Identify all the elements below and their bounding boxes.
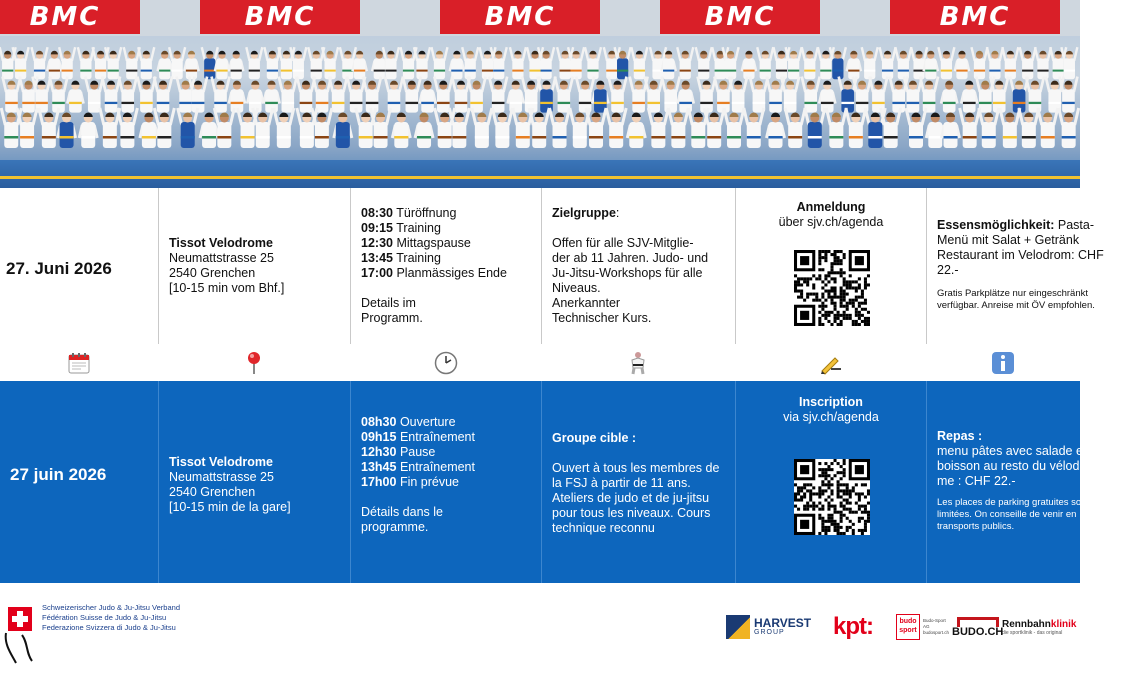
judoka-figure xyxy=(50,77,68,113)
calendar-icon xyxy=(0,344,158,381)
parking-text: limitées. On conseille de venir en xyxy=(937,509,1077,520)
venue-street: Neumattstrasse 25 xyxy=(169,251,274,265)
judoka-icon xyxy=(541,344,735,381)
target-heading: Groupe cible : xyxy=(552,431,637,445)
schedule-item: 17:00 Planmässiges Ende xyxy=(361,266,507,280)
judoka-figure xyxy=(723,47,739,79)
target-text: Ju-Jitsu-Workshops für alle xyxy=(552,266,703,280)
food-text: 22.- xyxy=(937,263,959,277)
judoka-figure xyxy=(802,47,818,79)
sponsor-budosport[interactable]: budo sport Budo-Sport AG budosport.ch xyxy=(896,611,949,643)
judoka-figure xyxy=(189,77,207,113)
map-pin-icon xyxy=(158,344,350,381)
schedule-item: 13h45 Entraînement xyxy=(361,460,475,474)
judoka-figure xyxy=(58,113,76,149)
judoka-figure xyxy=(119,77,137,113)
registration-heading: Anmeldung xyxy=(796,200,866,214)
judoka-figure xyxy=(431,47,447,79)
judoka-figure xyxy=(102,77,120,113)
schedule-item: 13:45 Training xyxy=(361,251,441,265)
target-text: Anerkannter xyxy=(552,296,621,310)
judoka-figure xyxy=(415,113,433,149)
judoka-figure xyxy=(212,77,230,113)
judoka-figure xyxy=(489,77,507,113)
judoka-figure xyxy=(906,108,926,148)
judoka-figure xyxy=(169,47,185,79)
group-photo xyxy=(0,0,1080,188)
judoka-figure xyxy=(246,47,262,79)
judoka-figure xyxy=(3,77,21,113)
judoka-figure xyxy=(100,108,120,148)
schedule-item: 08h30 Ouverture xyxy=(361,415,456,429)
judoka-figure xyxy=(274,108,294,148)
footer xyxy=(0,583,1080,675)
target-heading: Zielgruppe xyxy=(552,206,616,220)
judoka-figure xyxy=(279,77,297,113)
judoka-figure xyxy=(434,77,452,113)
target-cell-de xyxy=(541,188,735,344)
schedule-cell-fr xyxy=(350,381,541,583)
registration-cell-de xyxy=(735,188,926,344)
judoka-figure xyxy=(615,47,631,79)
judoka-figure xyxy=(154,108,174,148)
sjv-logo-icon xyxy=(2,605,38,665)
venue-name: Tissot Velodrome xyxy=(169,455,273,469)
details-text: programme. xyxy=(361,520,429,534)
judoka-figure xyxy=(47,51,61,79)
harvest-logo-icon xyxy=(726,615,750,639)
schedule xyxy=(361,206,535,326)
judoka-figure xyxy=(347,77,365,113)
target-text: Ouvert à tous les membres de xyxy=(552,461,720,475)
target-text: la FSJ à partir de 11 ans. xyxy=(552,476,691,490)
judoka-figure xyxy=(214,108,234,148)
qr-code[interactable] xyxy=(794,250,870,326)
judoka-figure xyxy=(742,51,756,79)
judoka-figure xyxy=(1061,47,1077,79)
judoka-figure xyxy=(744,108,764,148)
details-text: Details im xyxy=(361,296,416,310)
judoka-figure xyxy=(178,108,198,148)
velodrome-track xyxy=(0,160,1080,188)
judoka-figure xyxy=(576,77,594,113)
judoka-figure xyxy=(229,81,245,113)
judoka-figure xyxy=(322,47,338,79)
qr-code[interactable] xyxy=(794,459,870,535)
judoka-figure xyxy=(154,77,172,113)
federation-name: Schweizerischer Judo & Ju-Jitsu Verband Fédération Suisse de Judo & Ju-Jitsu Federazione Svizzera di Judo & Ju-Jitsu xyxy=(42,603,180,632)
judoka-figure xyxy=(698,77,716,113)
registration-link[interactable]: via sjv.ch/agenda xyxy=(783,410,879,424)
judoka-figure xyxy=(78,47,94,79)
date-cell-fr xyxy=(0,381,158,583)
judoka-figure xyxy=(627,113,645,149)
judoka-figure xyxy=(32,47,48,79)
judoka-figure xyxy=(334,113,352,149)
schedule-item: 09:15 Training xyxy=(361,221,441,235)
details-text: Détails dans le xyxy=(361,505,443,519)
target-text: pour tous les niveaux. Cours xyxy=(552,506,711,520)
judoka-figure xyxy=(941,81,957,113)
judoka-figure xyxy=(979,108,999,148)
venue-cell-de xyxy=(158,188,350,344)
judoka-figure xyxy=(383,47,399,79)
judoka-figure xyxy=(678,81,694,113)
venue-street: Neumattstrasse 25 xyxy=(169,470,274,484)
parking-text: verfügbar. Anreise mit ÖV empfohlen. xyxy=(937,300,1095,311)
target-text: der ab 11 Jahren. Judo- und xyxy=(552,251,709,265)
schedule-item: 17h00 Fin prévue xyxy=(361,475,459,489)
judoka-figure xyxy=(1026,77,1044,113)
bmc-banner: BMC xyxy=(890,0,1060,34)
bmc-banner: BMC xyxy=(440,0,600,34)
target-text: Niveaus. xyxy=(552,281,601,295)
judoka-figure xyxy=(1020,47,1036,79)
venue-cell-fr xyxy=(158,381,350,583)
registration-heading: Inscription xyxy=(799,395,863,409)
judoka-figure xyxy=(846,108,866,148)
judoka-figure xyxy=(308,47,324,79)
venue-note: [10-15 min de la gare] xyxy=(169,500,291,514)
food-text: boisson au resto du vélodro- xyxy=(937,459,1095,473)
judoka-figure xyxy=(363,77,381,113)
parking-text: Les places de parking gratuites sont xyxy=(937,497,1090,508)
judoka-figure xyxy=(1038,108,1058,148)
judoka-figure xyxy=(631,47,647,79)
judoka-figure xyxy=(403,77,421,113)
judoka-figure xyxy=(757,47,773,79)
schedule-item: 09h15 Entraînement xyxy=(361,430,475,444)
judoka-figure xyxy=(862,47,878,79)
judoka-figure xyxy=(942,113,960,149)
judoka-figure xyxy=(538,47,554,79)
judoka-figure xyxy=(138,47,154,79)
judoka-figure xyxy=(385,77,403,113)
judoka-figure xyxy=(606,108,626,148)
judoka-figure xyxy=(392,113,410,149)
judoka-figure xyxy=(668,108,688,148)
food-info xyxy=(937,429,1140,533)
judoka-crowd xyxy=(0,30,1080,170)
judoka-figure xyxy=(329,77,347,113)
judoka-figure xyxy=(452,77,470,113)
judoka-figure xyxy=(1002,47,1018,79)
judoka-figure xyxy=(724,108,744,148)
judoka-figure xyxy=(609,77,627,113)
info-row-fr xyxy=(0,381,1095,583)
judoka-figure xyxy=(767,113,785,149)
date-cell-de xyxy=(0,188,158,344)
food-text: menu pâtes avec salade et xyxy=(937,444,1087,458)
sponsor-budoch[interactable]: BUDO.CH xyxy=(952,611,1003,643)
rennbahn-name: Rennbahn xyxy=(1002,618,1051,630)
judoka-figure xyxy=(137,77,155,113)
judoka-figure xyxy=(39,108,59,148)
judoka-figure xyxy=(785,108,805,148)
schedule xyxy=(361,415,535,535)
judoka-figure xyxy=(313,77,331,113)
schedule-item: 12:30 Mittagspause xyxy=(361,236,471,250)
judoka-figure xyxy=(419,81,435,113)
target-cell-fr xyxy=(541,381,735,583)
judoka-figure xyxy=(1059,108,1079,148)
judoka-figure xyxy=(508,81,524,113)
target-text: Ateliers de judo et de ju-jitsu xyxy=(552,491,710,505)
event-date: 27. Juni 2026 xyxy=(6,259,112,278)
judoka-figure xyxy=(472,108,492,148)
judoka-figure xyxy=(229,51,243,79)
food-cell-de xyxy=(926,188,1104,344)
judoka-figure xyxy=(550,108,570,148)
judoka-figure xyxy=(826,108,846,148)
judoka-figure xyxy=(480,47,496,79)
clock-icon xyxy=(350,344,541,381)
torii-icon xyxy=(957,617,999,627)
food-text: Menü mit Salat + Getränk xyxy=(937,233,1080,247)
judoka-figure xyxy=(677,47,693,79)
track-line xyxy=(0,176,1080,179)
sponsor-kpt[interactable]: kpt: xyxy=(833,613,873,640)
judoka-figure xyxy=(1035,47,1051,79)
venue-address xyxy=(169,236,344,296)
judoka-figure xyxy=(971,47,987,79)
judoka-figure xyxy=(987,47,1003,79)
judoka-figure xyxy=(85,77,103,113)
bmc-banner: BMC xyxy=(0,0,140,34)
judoka-figure xyxy=(59,47,75,79)
judoka-figure xyxy=(648,108,668,148)
schedule-item: 08:30 Türöffnung xyxy=(361,206,457,220)
judoka-figure xyxy=(920,77,938,113)
food-text: me : CHF 22.- xyxy=(937,474,1016,488)
judoka-figure xyxy=(184,51,198,79)
judoka-figure xyxy=(492,108,512,148)
judoka-figure xyxy=(662,77,680,113)
judoka-figure xyxy=(67,81,83,113)
judoka-figure xyxy=(124,47,140,79)
judoka-figure xyxy=(1010,77,1028,113)
judoka-figure xyxy=(960,108,980,148)
judoka-figure xyxy=(202,47,218,79)
target-text: Technischer Kurs. xyxy=(552,311,652,325)
venue-city: 2540 Grenchen xyxy=(169,266,256,280)
venue-note: [10-15 min vom Bhf.] xyxy=(169,281,285,295)
judoka-figure xyxy=(510,47,526,79)
info-row-de xyxy=(0,188,1104,344)
judoka-figure xyxy=(79,113,97,149)
judoka-figure xyxy=(117,108,137,148)
schedule-item: 12h30 Pause xyxy=(361,445,436,459)
food-heading: Repas : xyxy=(937,429,983,443)
judoka-figure xyxy=(468,77,486,113)
judoka-figure xyxy=(938,47,954,79)
judoka-figure xyxy=(491,47,507,79)
judoka-figure xyxy=(585,47,601,79)
registration-cell-fr xyxy=(735,381,926,583)
judoka-figure xyxy=(264,47,280,79)
details-text: Programm. xyxy=(361,311,423,325)
food-info: Essensmöglichkeit: Pasta- Menü mit Salat + Getränk Restaurant im Velodrom: CHF 22.- Gratis Parkplätze nur eingeschränkt verfügbar. Anreise mit ÖV empfohlen. xyxy=(937,218,1140,312)
judoka-figure xyxy=(955,51,969,79)
judoka-figure xyxy=(961,81,977,113)
judoka-figure xyxy=(869,77,887,113)
judoka-figure xyxy=(805,108,825,148)
sponsor-harvest[interactable]: HARVEST GROUP xyxy=(726,611,811,643)
food-text: Restaurant im Velodrom: CHF xyxy=(937,248,1104,262)
schedule-cell-de xyxy=(350,188,541,344)
info-icon xyxy=(926,344,1080,381)
bmc-banner: BMC xyxy=(200,0,360,34)
judoka-figure xyxy=(247,81,263,113)
event-date: 27 juin 2026 xyxy=(10,465,107,484)
food-heading: Essensmöglichkeit: xyxy=(937,218,1055,232)
target-text: technique reconnu xyxy=(552,521,655,535)
judoka-figure xyxy=(880,47,896,79)
venue-city: 2540 Grenchen xyxy=(169,485,256,499)
judoka-figure xyxy=(847,51,861,79)
parking-text: transports publics. xyxy=(937,521,1015,532)
venue-name: Tissot Velodrome xyxy=(169,236,273,250)
venue-address xyxy=(169,455,344,515)
judoka-figure xyxy=(592,81,608,113)
judoka-figure xyxy=(750,77,768,113)
judoka-figure xyxy=(297,77,315,113)
judoka-figure xyxy=(696,47,712,79)
bmc-banner: BMC xyxy=(660,0,820,34)
target-text: Offen für alle SJV-Mitglie- xyxy=(552,236,694,250)
target-group xyxy=(552,431,729,536)
judoka-figure xyxy=(462,47,478,79)
writing-hand-icon xyxy=(735,344,926,381)
sponsor-rennbahnklinik[interactable]: Rennbahnklinik die sportklinik - das original xyxy=(1002,618,1077,636)
target-group: Zielgruppe: Offen für alle SJV-Mitglie- der ab 11 Jahren. Judo- und Ju-Jitsu-Workshops für alle Niveaus. Anerkannter Technischer Kurs. xyxy=(552,206,729,326)
judoka-figure xyxy=(926,113,944,149)
registration-link[interactable]: über sjv.ch/agenda xyxy=(778,215,884,229)
judoka-figure xyxy=(802,77,820,113)
judoka-figure xyxy=(1019,108,1039,148)
icon-strip xyxy=(0,344,1080,381)
judoka-figure xyxy=(895,47,911,79)
food-cell-fr xyxy=(926,381,1095,583)
judoka-figure xyxy=(555,77,573,113)
judoka-figure xyxy=(568,47,584,79)
parking-text: Gratis Parkplätze nur eingeschränkt xyxy=(937,288,1089,299)
judoka-figure xyxy=(450,51,464,79)
judoka-figure xyxy=(1000,108,1020,148)
